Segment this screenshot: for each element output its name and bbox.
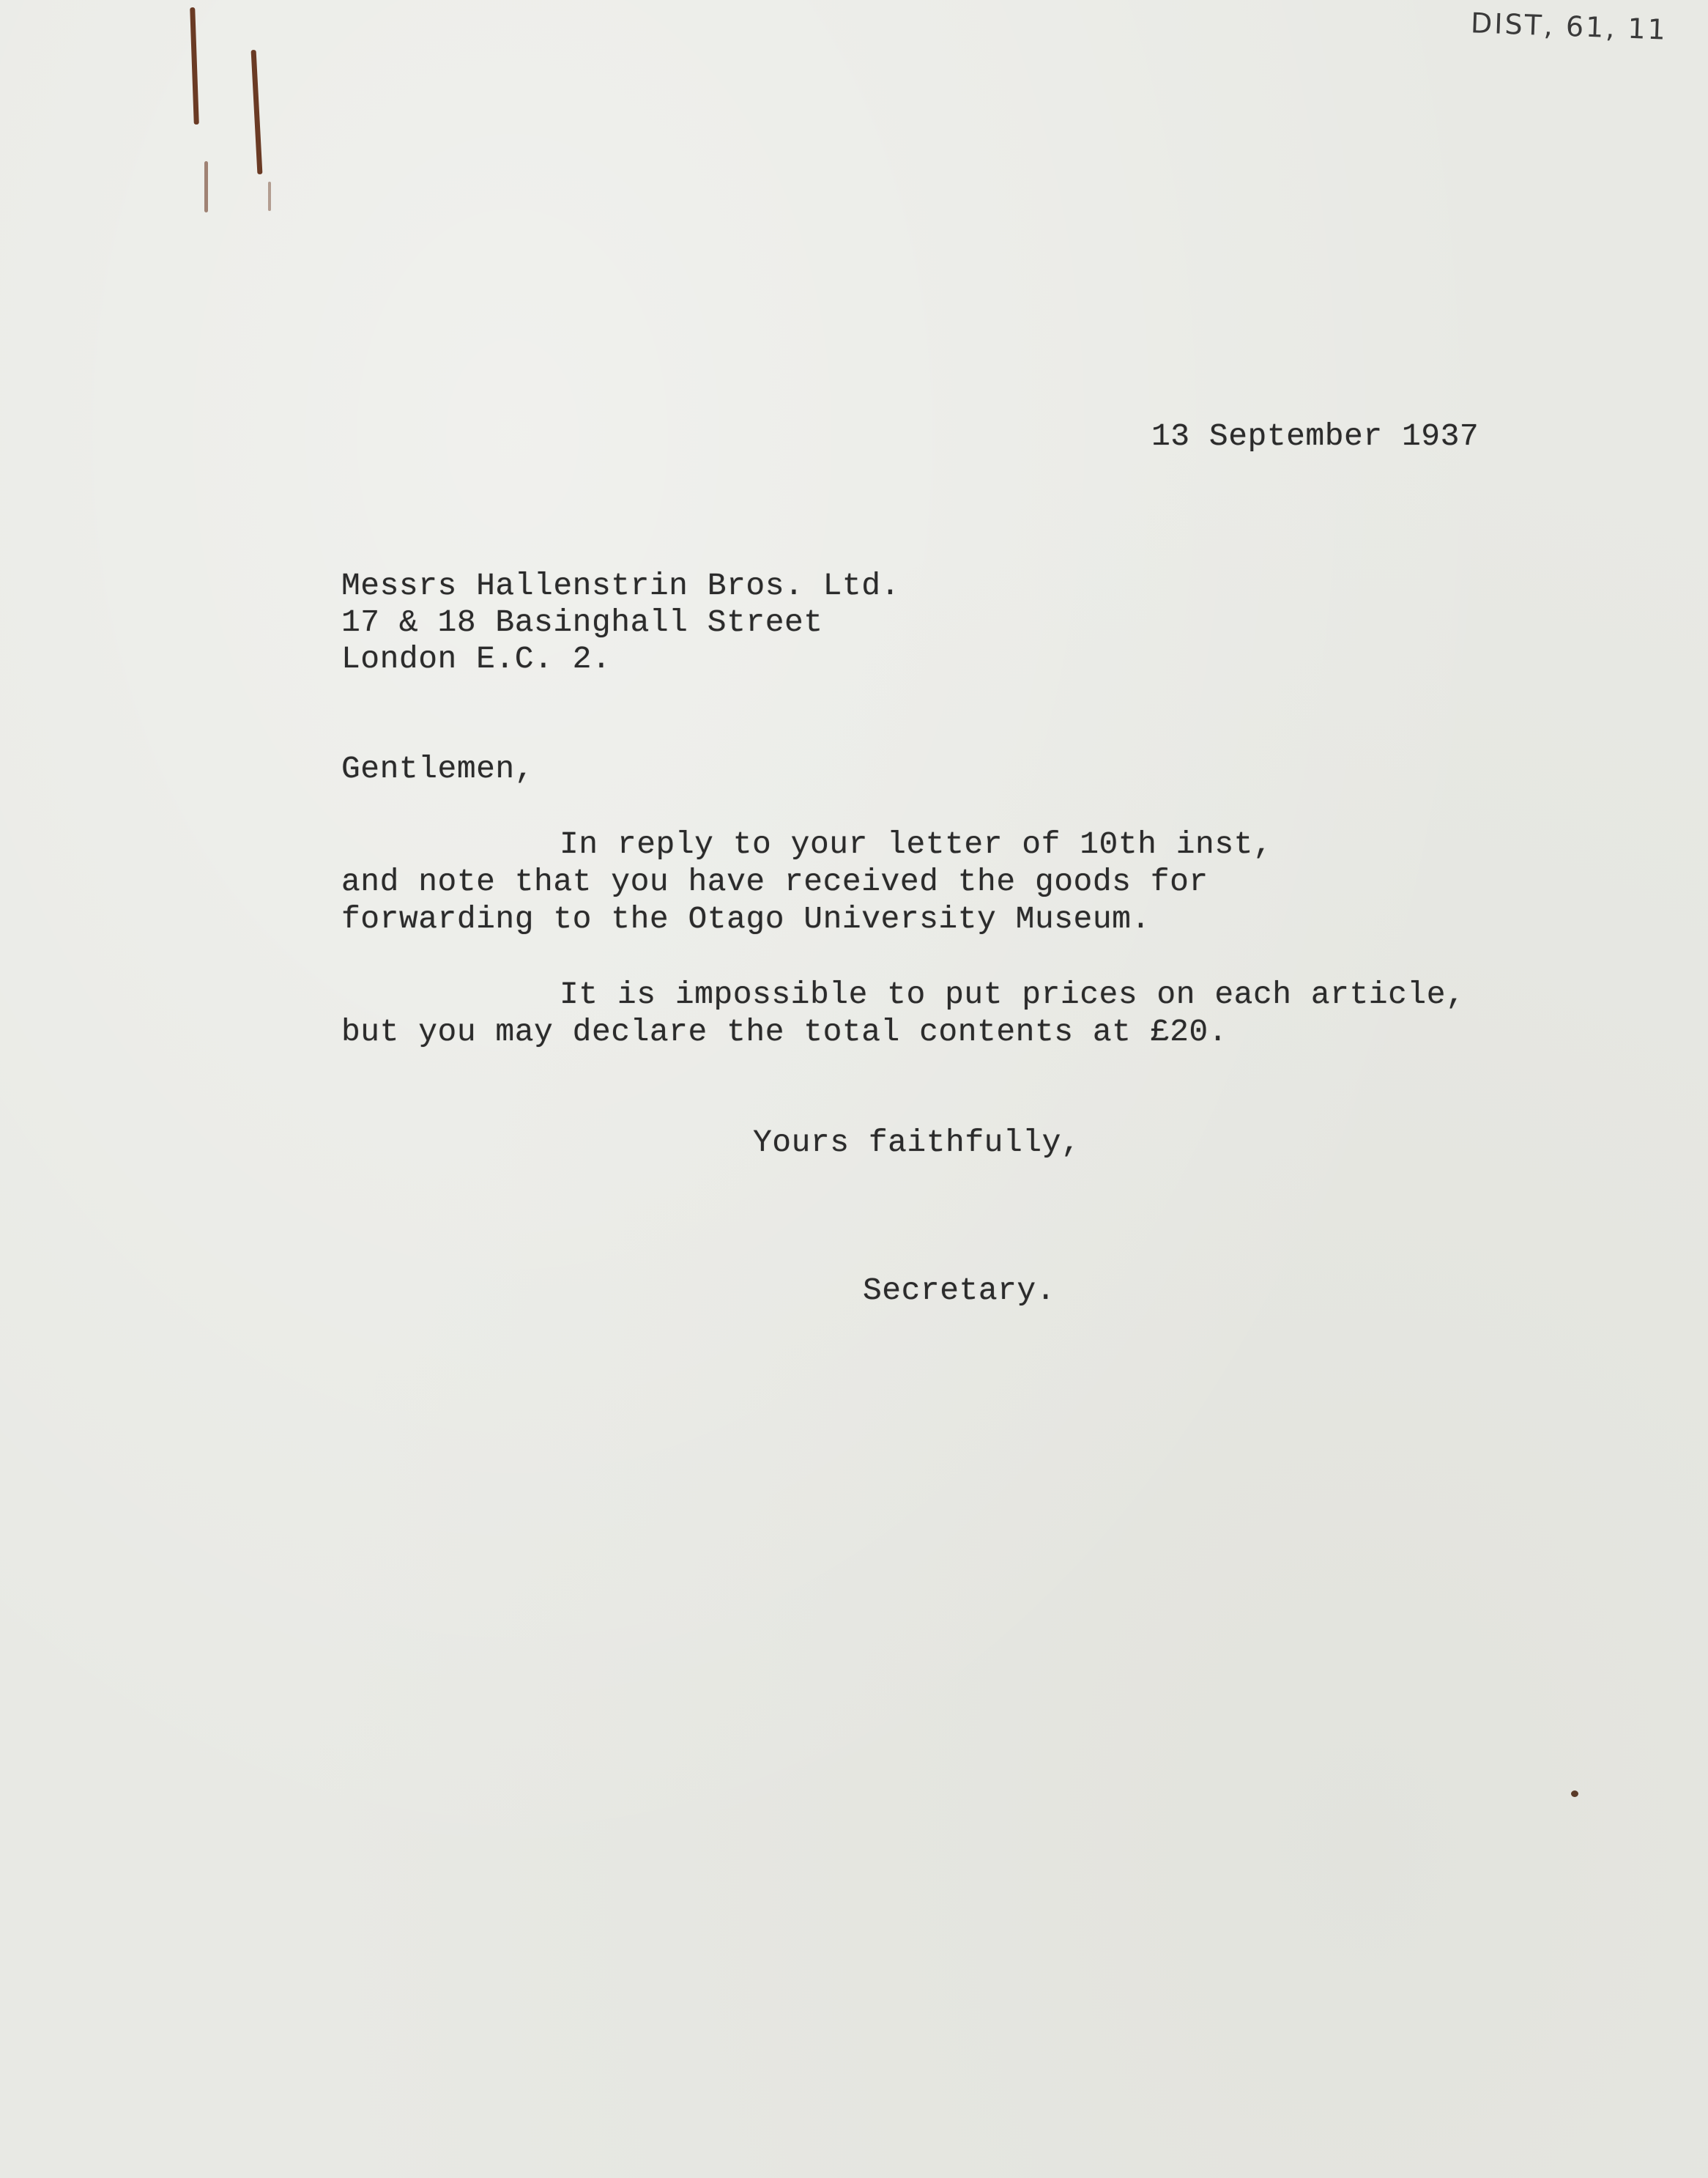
ink-speck: [1571, 1790, 1578, 1797]
paragraph-1-line-3: forwarding to the Otago University Museum.: [341, 901, 1151, 937]
paragraph-2-line-1: It is impossible to put prices on each article,: [560, 977, 1466, 1012]
paragraph-2-line-2: but you may declare the total contents at £20.: [341, 1014, 1228, 1050]
letter-date: 13 September 1937: [1151, 418, 1479, 454]
address-line-3: London E.C. 2.: [341, 641, 612, 677]
signatory: Secretary.: [863, 1273, 1056, 1308]
file-reference: DIST, 61, 11: [1470, 7, 1668, 46]
staple-mark-right-lower: [268, 182, 271, 211]
closing: Yours faithfully,: [753, 1125, 1081, 1160]
staple-mark-right: [251, 50, 263, 174]
address-line-2: 17 & 18 Basinghall Street: [341, 604, 823, 640]
staple-mark-left-lower: [204, 161, 208, 212]
paragraph-1-line-2: and note that you have received the goods for: [341, 864, 1208, 900]
salutation: Gentlemen,: [341, 751, 535, 787]
staple-mark-left: [190, 7, 199, 125]
address-line-1: Messrs Hallenstrin Bros. Ltd.: [341, 568, 900, 604]
paragraph-1-line-1: In reply to your letter of 10th inst,: [560, 826, 1273, 862]
